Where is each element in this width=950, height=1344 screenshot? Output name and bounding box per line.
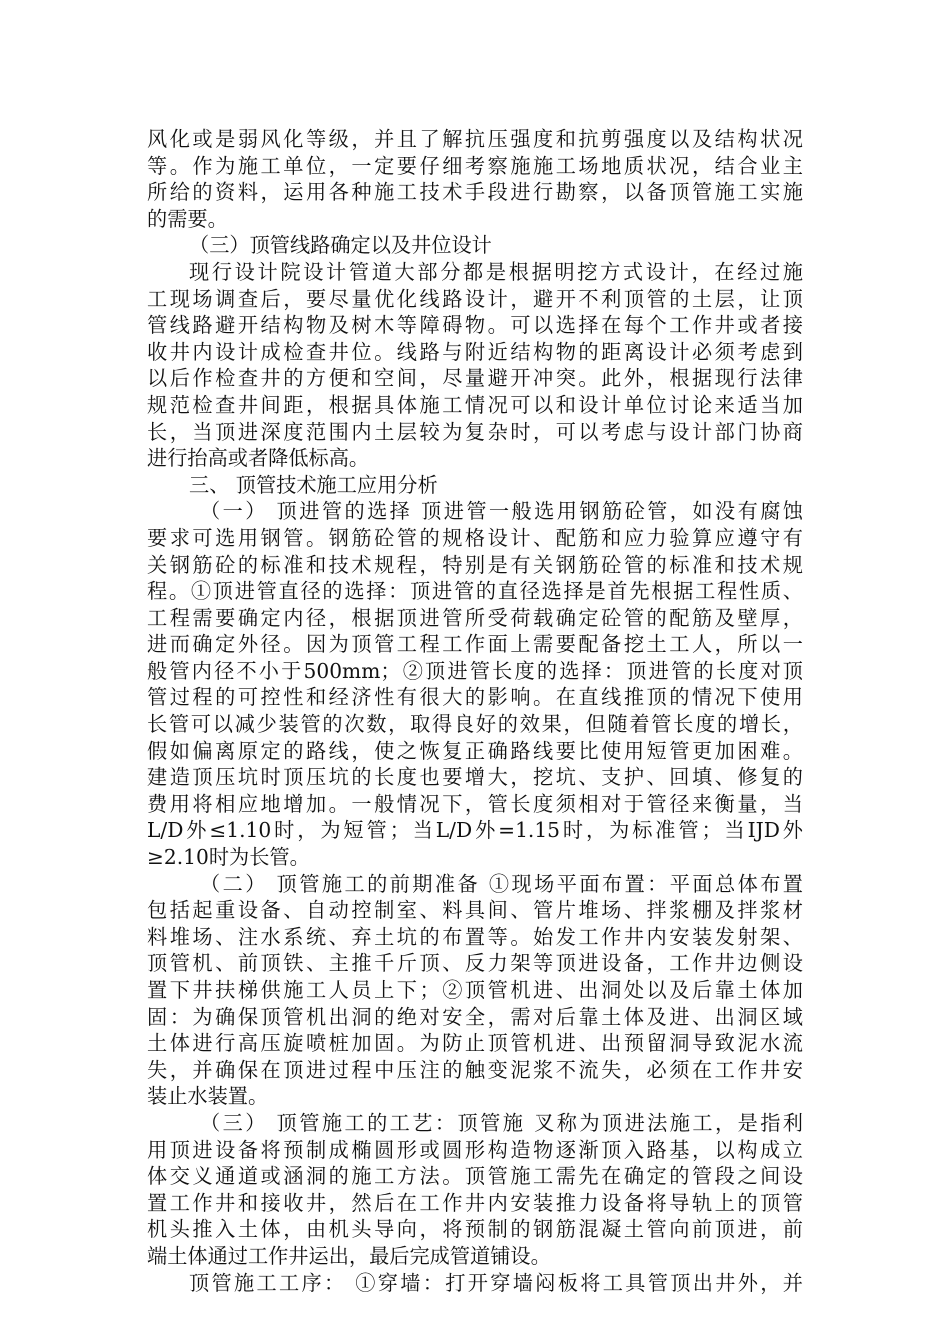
text-line: 失，并确保在顶进过程中压注的触变泥浆不流失，必须在工作井安: [147, 1057, 803, 1082]
text-line: 以后作检查井的方便和空间，尽量避开冲突。此外，根据现行法律: [147, 366, 803, 391]
text-line: 包括起重设备、自动控制室、料具间、管片堆场、拌浆棚及拌浆材: [147, 898, 803, 923]
text-line: 端土体通过工作井运出，最后完成管道铺设。: [147, 1243, 551, 1268]
text-line: 的需要。: [147, 206, 228, 231]
text-line: 料堆场、注水系统、弃土坑的布置等。始发工作井内安装发射架、: [147, 924, 803, 949]
section-heading: （三）顶管线路确定以及井位设计: [189, 233, 492, 258]
text-line: 固：为确保顶管机出洞的绝对安全，需对后靠土体及进、出洞区域: [147, 1004, 803, 1029]
text-line: 长管可以减少装管的次数，取得良好的效果，但随着管长度的增长，: [147, 712, 803, 737]
text-line: 现行设计院设计管道大部分都是根据明挖方式设计，在经过施: [189, 259, 803, 284]
text-line: 工程需要确定内径，根据顶进管所受荷载确定砼管的配筋及壁厚，: [147, 605, 803, 630]
text-line: 置下井扶梯供施工人员上下；②顶管机进、出洞处以及后靠土体加: [147, 978, 803, 1002]
text-line: （一） 顶进管的选择 顶进管一般选用钢筋砼管，如没有腐蚀: [200, 499, 803, 524]
text-line: 用顶进设备将预制成椭圆形或圆形构造物逐渐顶入路基，以构成立: [147, 1137, 803, 1162]
text-line: 费用将相应地增加。一般情况下，管长度须相对于管径来衡量，当: [147, 791, 803, 816]
text-line: L/D外≤1.10时，为短管；当L/D外=1.15时，为标准管；当IJD外: [147, 818, 803, 843]
text-line: 管过程的可控性和经济性有很大的影响。在直线推顶的情况下使用: [147, 685, 803, 710]
text-line: 置工作井和接收井，然后在工作井内安装推力设备将导轨上的顶管: [147, 1190, 803, 1215]
text-line: 长，当顶进深度范围内土层较为复杂时，可以考虑与设计部门协商: [147, 419, 803, 444]
text-line: 所给的资料，运用各种施工技术手段进行勘察，以备顶管施工实施: [147, 180, 803, 205]
text-line: 等。作为施工单位，一定要仔细考察施施工场地质状况，结合业主: [147, 153, 803, 178]
text-line: 体交义通道或涵洞的施工方法。顶管施工需先在确定的管段之间设: [147, 1164, 803, 1189]
text-line: 关钢筋砼的标准和技术规程，特别是有关钢筋砼管的标准和技术规: [147, 552, 803, 577]
text-line: 管线路避开结构物及树木等障碍物。可以选择在每个工作井或者接: [147, 313, 803, 338]
text-line: 假如偏离原定的路线，使之恢复正确路线要比使用短管更加困难。: [147, 738, 803, 763]
text-line: 土体进行高压旋喷桩加固。为防止顶管机进、出预留洞导致泥水流: [147, 1031, 803, 1056]
text-line: 建造顶压坑时顶压坑的长度也要增大，挖坑、支护、回填、修复的: [147, 765, 803, 790]
text-line: 般管内径不小于500mm；②顶进管长度的选择：顶进管的长度对顶: [147, 658, 803, 683]
text-line: 顶管机、前顶铁、主推千斤顶、反力架等顶进设备，工作井边侧设: [147, 951, 803, 976]
text-line: 装止水装置。: [147, 1084, 269, 1109]
text-line: ≥2.10时为长管。: [147, 845, 310, 870]
text-line: 收井内设计成检查井位。线路与附近结构物的距离设计必须考虑到: [147, 339, 803, 364]
text-line: 程。①顶进管直径的选择：顶进管的直径选择是首先根据工程性质、: [147, 579, 803, 604]
text-line: 规范检查井间距，根据具体施工情况可以和设计单位讨论来适当加: [147, 392, 803, 417]
text-line: 进而确定外径。因为顶管工程工作面上需要配备挖土工人，所以一: [147, 632, 803, 657]
text-line: （二） 顶管施工的前期准备 ①现场平面布置：平面总体布置: [200, 871, 803, 896]
text-line: 进行抬高或者降低标高。: [147, 446, 370, 471]
text-line: 顶管施工工序： ①穿墙：打开穿墙闷板将工具管顶出井外，并: [189, 1270, 803, 1295]
text-line: 机头推入土体，由机头导向，将预制的钢筋混凝土管向前顶进，前: [147, 1217, 803, 1242]
document-body: [147, 126, 803, 1296]
text-line: 工现场调查后，要尽量优化线路设计，避开不利顶管的土层，让顶: [147, 286, 803, 311]
section-heading: 三、 顶管技术施工应用分析: [189, 472, 438, 497]
text-line: 要求可选用钢管。钢筋砼管的规格设计、配筋和应力验算应遵守有: [147, 525, 803, 550]
text-line: （三） 顶管施工的工艺：顶管施 叉称为顶进法施工，是指利: [200, 1110, 803, 1135]
text-line: 风化或是弱风化等级，并且了解抗压强度和抗剪强度以及结构状况: [147, 127, 803, 151]
